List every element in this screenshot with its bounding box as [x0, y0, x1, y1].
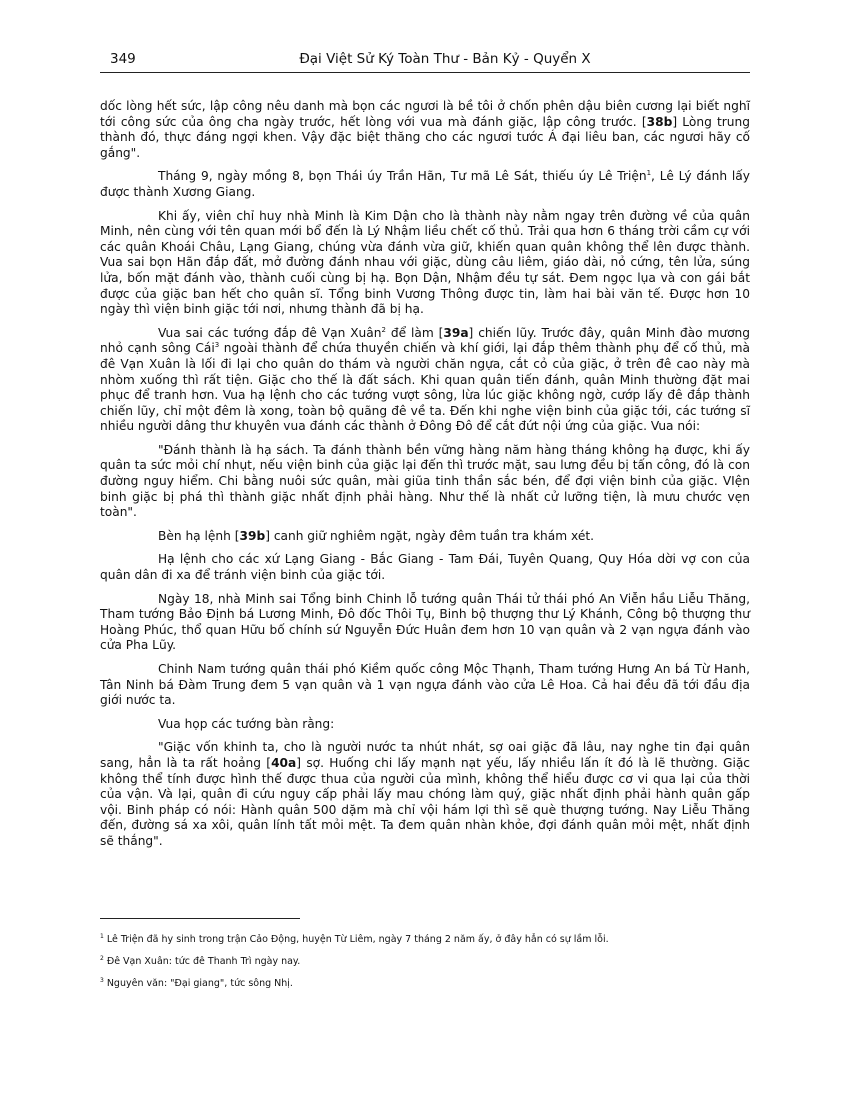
paragraph-10: Vua họp các tướng bàn rằng:: [158, 716, 335, 731]
body-text: [100, 99, 750, 858]
footnote-divider: [100, 918, 300, 919]
footnote-ref-2[interactable]: 2: [381, 325, 386, 334]
paragraph-9: Chinh Nam tướng quân thái phó Kiềm quốc công Mộc Thạnh, Tham tướng Hưng An bá Từ Hanh, Tân Ninh bá Đàm Trung đem 5 vạn quân và 1 vạn ngựa đánh vào cửa Lê Hoa. Cả hai đều đã tới đầu địa giới nước ta.: [100, 662, 750, 708]
paragraph-8: Ngày 18, nhà Minh sai Tổng binh Chinh lỗ tướng quân Thái tử thái phó An Viễn hầu Liễu Thăng, Tham tướng Bảo Định bá Lương Minh, Đô đốc Thôi Tụ, Binh bộ thượng thư Lý Khánh, Công bộ thượng thư Hoàng Phúc, thổ quan Hữu bố chính sứ Nguyễn Đức Huân đem hơn 10 vạn quân và 2 vạn ngựa đánh vào cửa Pha Lũy.: [100, 591, 750, 653]
footnotes: [100, 934, 750, 1000]
paragraph-2: Tháng 9, ngày mồng 8, bọn Thái úy Trần Hãn, Tư mã Lê Sát, thiếu úy Lê Triện$^1$, Lê Lý đánh lấy được thành Xương Giang.: [100, 169, 750, 199]
paragraph-7: Hạ lệnh cho các xứ Lạng Giang - Bắc Giang - Tam Đái, Tuyên Quang, Quy Hóa dời vợ con của quân dân đi xa để tránh viện binh của giặc tới.: [100, 552, 750, 583]
paragraph-1: dốc lòng hết sức, lập công nêu danh mà bọn các ngươi là bề tôi ở chốn phên dậu biên cương lại biết nghĩ tới công sức của ông cha ngày trước, hết lòng với vua mà đánh giặc, lập công trước. [38b] Lòng trung thành đó, thực đáng ngợi khen. Vậy đặc biệt thăng cho các ngươi tước Á đại liêu ban, các ngươi hãy cố gắng".: [100, 99, 750, 160]
footnote-ref-1[interactable]: 1: [646, 169, 652, 178]
paragraph-4: Vua sai các tướng đắp đê Vạn Xuân$^2$ để làm [39a] chiến lũy. Trước đây, quân Minh đào mương nhỏ cạnh sông Cái$^3$ ngoài thành để chứa thuyền chiến và khí giới, lại đắp thêm thành phụ để cố thủ, mà đê Vạn Xuân là lối đi lại cho quân do thám và người chăn ngựa, cắt cỏ của giặc, ở trên đê cao này mà nhòm xuống thì rất tiện. Giặc cho thế là đất sách. Khi quan quân tiến đánh, quân Minh thường đặt mai phục để tranh hơn. Vua hạ lệnh cho các tướng vượt sông, lừa lúc giặc không ngờ, cướp lấy đê đắp thành chiến lũy, chỉ một đêm là xong, toàn bộ quãng đê về ta. Đến khi nghe viện binh của giặc tới, các tướng sĩ nhiều người dâng thư khuyên vua đánh các thành ở Đông Đô để cắt đứt nội ứng của giặc. Vua nói:: [100, 325, 750, 434]
page-header: [100, 50, 750, 73]
page-marker: 38b: [646, 114, 673, 129]
footnote-1: $^1$ Lê Triện đã hy sinh trong trận Cảo Động, huyện Từ Liêm, ngày 7 tháng 2 năm ấy, ở đây hẳn có sự lầm lỗi.: [100, 932, 609, 945]
page-marker: 39a: [443, 325, 469, 340]
paragraph-6: Bèn hạ lệnh [39b] canh giữ nghiêm ngặt, ngày đêm tuần tra khám xét.: [158, 528, 594, 543]
page-number: 349: [110, 51, 136, 67]
paragraph-3: Khi ấy, viên chỉ huy nhà Minh là Kim Dận cho là thành này nằm ngay trên đường về của quân Minh, nên cùng với tên quan mới bổ đến là Lý Nhậm liều chết cố thủ. Trải qua hơn 6 tháng trời cầm cự với các quân Khoái Châu, Lạng Giang, chúng vừa đánh vừa giữ, khiến quan quân không thể lên được thành. Vua sai bọn Hãn đắp đất, mở đường đánh nhau với giặc, dùng câu liêm, giáo dài, nỏ cứng, tên lửa, súng lửa, bốn mặt đánh vào, thành cuối cùng bị hạ. Bọn Dận, Nhậm đều tự sát. Đem ngọc lụa và con gái bắt được của giặc ban hết cho quân sĩ. Tổng binh Vương Thông được tin, làm hai bài văn tế. Được hơn 10 ngày thì viện binh giặc tới nơi, nhưng thành đã bị hạ.: [100, 208, 750, 317]
page-marker: 39b: [239, 528, 266, 543]
paragraph-5: "Đánh thành là hạ sách. Ta đánh thành bền vững hàng năm hàng tháng không hạ được, khi ấy quân ta sức mỏi chí nhụt, nếu viện binh của giặc lại đến thì trước mặt, sau lưng đều bị tấn công, đó là con đường nguy hiểm. Chi bằng nuôi sức quân, mài giũa tinh thần sắc bén, để đợi viện binh của giặc. VIện binh giặc bị phá thì thành giặc nhất định phải hàng. Như thế là nhất cử lưỡng tiện, là mưu chước vẹn toàn".: [100, 442, 750, 520]
footnote-3: $^3$ Nguyên văn: "Đại giang", tức sông Nhị.: [100, 976, 293, 989]
running-title: Đại Việt Sử Ký Toàn Thư - Bản Kỷ - Quyển X: [299, 51, 591, 67]
paragraph-11: "Giặc vốn khinh ta, cho là người nước ta nhút nhát, sợ oai giặc đã lâu, nay nghe tin đại quân sang, hẳn là ta rất hoảng [40a] sợ. Huống chi lấy mạnh nạt yếu, lấy nhiều lấn ít đó là lẽ thường. Giặc không thể tính được hình thế được thua của người của mình, không thể hiểu được cơ vi qua lại của thời của vận. Và lại, quân đi cứu nguy cấp phải lấy mau chóng làm quý, giặc nhất định phải hành quân gấp vội. Binh pháp có nói: Hành quân 500 dặm mà chỉ vội hám lợi thì sẽ què thượng tướng. Nay Liễu Thăng đến, đường sá xa xôi, quân lính tất mỏi mệt. Ta đem quân nhàn khỏe, đợi đánh quân mỏi mệt, nhất định sẽ thắng".: [100, 740, 750, 848]
footnote-ref-3[interactable]: 3: [214, 341, 220, 350]
footnote-2: $^2$ Đê Vạn Xuân: tức đê Thanh Trì ngày nay.: [100, 954, 301, 967]
page-marker: 40a: [271, 755, 297, 770]
